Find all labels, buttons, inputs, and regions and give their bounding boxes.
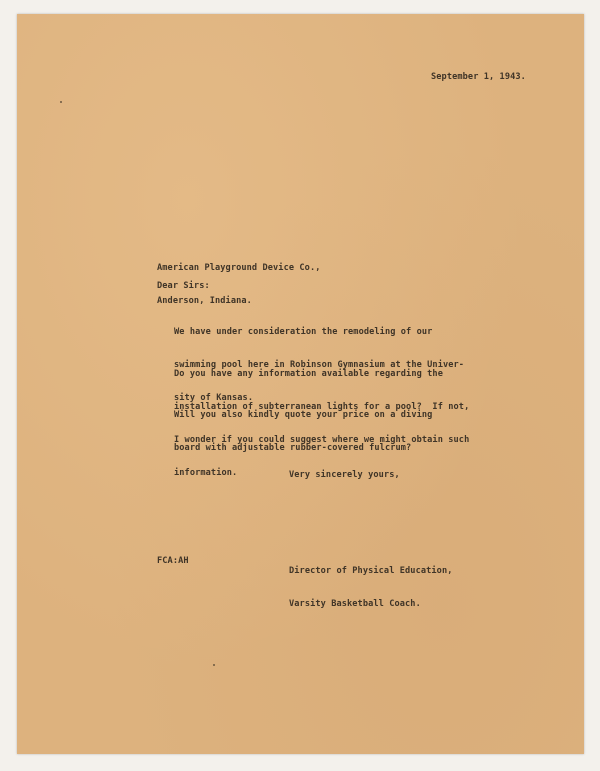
signature-title bbox=[289, 544, 453, 632]
body-line: Will you also kindly quote your price on a diving bbox=[174, 410, 433, 420]
body-line: swimming pool here in Robinson Gymnasium at the Univer- bbox=[174, 360, 465, 370]
recipient-line: American Playground Device Co., bbox=[157, 263, 321, 273]
body-line: sity of Kansas. bbox=[174, 393, 254, 403]
recipient-line: Anderson, Indiana. bbox=[157, 296, 252, 306]
body-line: information. bbox=[174, 468, 238, 478]
complimentary-close: Very sincerely yours, bbox=[289, 470, 400, 480]
body-paragraph bbox=[174, 388, 432, 476]
paper-speck bbox=[213, 664, 215, 666]
body-line: board with adjustable rubber-covered fulcrum? bbox=[174, 443, 412, 453]
body-line: I wonder if you could suggest where we might obtain such bbox=[174, 435, 470, 445]
body-line: Do you have any information available regarding the bbox=[174, 369, 443, 379]
body-line: We have under consideration the remodeling of our bbox=[174, 327, 433, 337]
letter-date: September 1, 1943. bbox=[431, 72, 526, 82]
letter-page bbox=[17, 14, 584, 754]
body-line: installation of subterranean lights for a pool? If not, bbox=[174, 402, 470, 412]
paper-speck bbox=[60, 101, 62, 103]
salutation: Dear Sirs: bbox=[157, 281, 210, 291]
title-line: Varsity Basketball Coach. bbox=[289, 599, 421, 609]
title-line: Director of Physical Education, bbox=[289, 566, 453, 576]
reference-initials: FCA:AH bbox=[157, 556, 189, 566]
